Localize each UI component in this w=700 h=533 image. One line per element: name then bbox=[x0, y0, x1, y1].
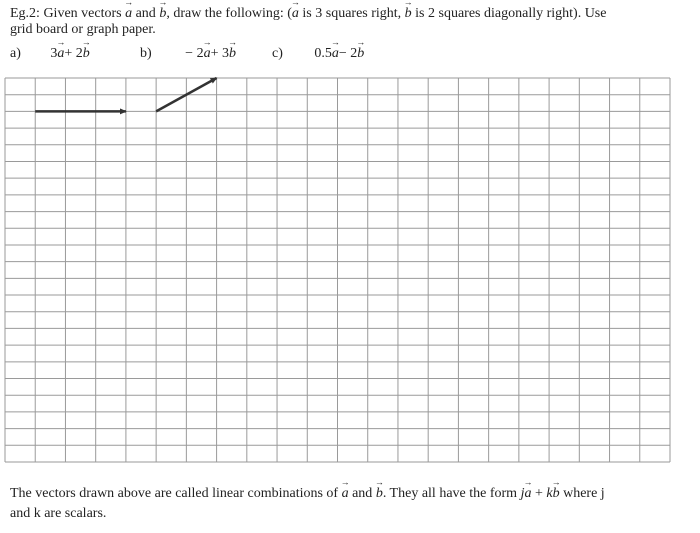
instruction-text: , draw the following: ( bbox=[166, 6, 292, 21]
vector-a-symbol: → a bbox=[57, 46, 64, 62]
scalar-j: j bbox=[520, 486, 525, 501]
part-label: b) bbox=[140, 46, 152, 61]
vector-b-symbol: → b bbox=[229, 46, 236, 62]
vector-b-symbol: → b bbox=[357, 46, 364, 62]
coefficient: + 2 bbox=[64, 46, 83, 61]
instruction-text: is 3 squares right, bbox=[298, 6, 405, 21]
instruction-line-2: grid board or graph paper. bbox=[10, 22, 156, 37]
coefficient: + 3 bbox=[210, 46, 229, 61]
footer-text: + bbox=[531, 486, 547, 501]
coefficient: − 2 bbox=[338, 46, 358, 61]
part-label: c) bbox=[272, 46, 283, 61]
vector-a-symbol: → a bbox=[125, 6, 132, 22]
vector-b-symbol: → b bbox=[83, 46, 90, 62]
vector-b-symbol: → b bbox=[376, 486, 383, 502]
coefficient: 0.5 bbox=[314, 46, 332, 61]
vector-a-symbol: → a bbox=[342, 486, 349, 502]
instruction-text: Eg.2: Given vectors bbox=[10, 6, 126, 21]
footer-text: The vectors drawn above are called linear combinations of bbox=[10, 486, 342, 501]
footer-text: and bbox=[348, 486, 376, 501]
vector-a-symbol: → a bbox=[524, 486, 531, 502]
vector-a-symbol: → a bbox=[204, 46, 211, 62]
vector-b-symbol: → b bbox=[159, 6, 166, 22]
vector-a-symbol: → a bbox=[332, 46, 339, 62]
footer-line-1 bbox=[10, 486, 605, 502]
instruction-text: and bbox=[132, 6, 160, 21]
coefficient: − 2 bbox=[185, 46, 204, 61]
vector-b-symbol: → b bbox=[553, 486, 560, 502]
vector-a-symbol: → a bbox=[292, 6, 299, 22]
footer-text: . They all have the form bbox=[382, 486, 521, 501]
coefficient: 3 bbox=[50, 46, 58, 61]
footer-line-2: and k are scalars. bbox=[10, 506, 107, 521]
vector-b-symbol: → b bbox=[405, 6, 412, 22]
footer-text: where j bbox=[559, 486, 605, 501]
scalar-k: k bbox=[546, 486, 553, 501]
instruction-text: is 2 squares diagonally right). Use bbox=[411, 6, 607, 21]
part-label: a) bbox=[10, 46, 21, 61]
